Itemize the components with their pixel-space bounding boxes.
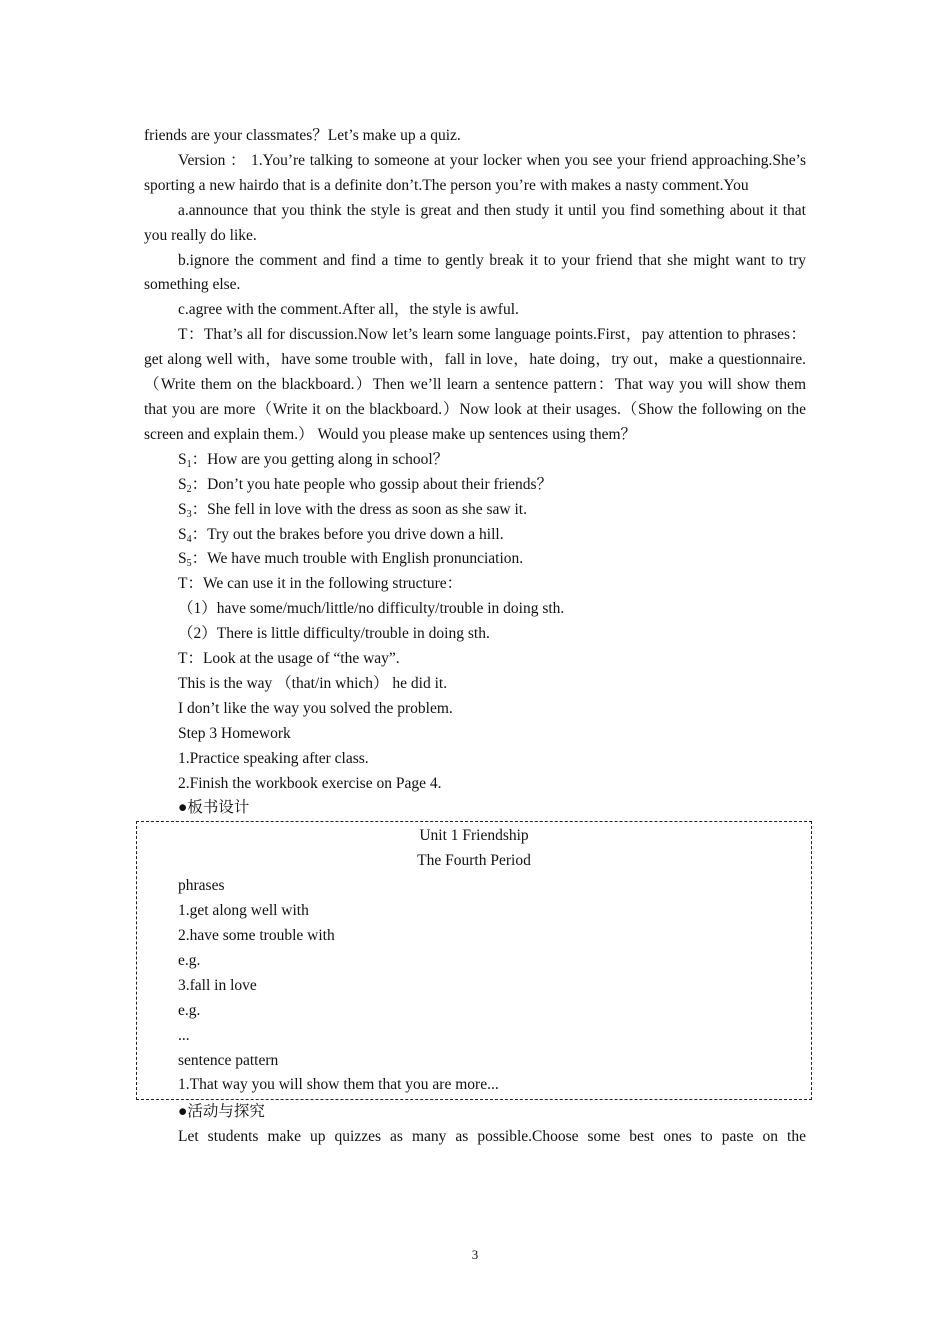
student-sentence-4: $S_4$：Try out the brakes before you drive down a hill. [178, 525, 504, 545]
paragraph-teacher-discussion: T：That’s all for discussion.Now let’s learn some language points.First，pay attention to phrases：get along well with，have some trouble with，fall in love，hate doing，try out，make a questionnaire.（Write them on the blackboard.）Then we’ll learn a sentence pattern：That way you will show them that you are more（Write it on the blackboard.）Now look at their usages.（Show the following on the screen and explain them.） Would you please make up sentences using them？ [144, 326, 806, 443]
option-c: c.agree with the comment.After all，the style is awful. [178, 301, 519, 319]
blackboard-title: Unit 1 Friendship [419, 827, 529, 845]
student-sentence-1: $S_1$：How are you getting along in school？ [178, 450, 449, 470]
blackboard-line: sentence pattern [178, 1051, 279, 1069]
blackboard-subtitle: The Fourth Period [417, 852, 531, 870]
blackboard-line: 3.fall in love [178, 976, 257, 994]
homework-item-1: 1.Practice speaking after class. [178, 749, 369, 767]
teacher-structure-line: T：We can use it in the following structure： [178, 575, 463, 593]
activity-text: Let students make up quizzes as many as possible.Choose some best ones to paste on the [178, 1128, 806, 1146]
example-the-way-1: This is the way （that/in which） he did it. [178, 674, 448, 692]
blackboard-line: ... [178, 1026, 190, 1044]
page-number: 3 [471, 1247, 479, 1262]
student-sentence-3: $S_3$：She fell in love with the dress as soon as she saw it. [178, 500, 527, 520]
blackboard-design-box [136, 821, 812, 1100]
student-sentence-5: $S_5$：We have much trouble with English pronunciation. [178, 550, 524, 570]
example-the-way-2: I don’t like the way you solved the problem. [178, 699, 453, 717]
blackboard-line: 1.get along well with [178, 902, 309, 920]
page-content [144, 124, 806, 1150]
paragraph-intro: friends are your classmates？Let’s make up a quiz. [144, 127, 461, 144]
option-b: b.ignore the comment and find a time to gently break it to your friend that she might want to try something else. [144, 251, 806, 294]
structure-1: （1）have some/much/little/no difficulty/trouble in doing sth. [178, 600, 565, 618]
homework-item-2: 2.Finish the workbook exercise on Page 4. [178, 774, 442, 792]
homework-heading: Step 3 Homework [178, 724, 291, 742]
option-a: a.announce that you think the style is great and then study it until you find something about it that you really do like. [144, 201, 806, 244]
blackboard-line: e.g. [178, 1001, 201, 1019]
blackboard-design-heading: ●板书设计 [178, 799, 250, 817]
teacher-the-way-line: T：Look at the usage of “the way”. [178, 650, 400, 668]
student-sentence-2: $S_2$：Don’t you hate people who gossip about their friends？ [178, 475, 553, 495]
blackboard-line: phrases [178, 877, 225, 895]
paragraph-version: Version ： 1.You’re talking to someone at your locker when you see your friend approaching.She’s sporting a new hairdo that is a definite don’t.The person you’re with makes a nasty comment.You [144, 151, 806, 194]
blackboard-line: 1.That way you will show them that you are more... [178, 1076, 499, 1094]
blackboard-line: e.g. [178, 951, 201, 969]
structure-2: （2）There is little difficulty/trouble in doing sth. [178, 625, 490, 643]
activity-heading: ●活动与探究 [178, 1103, 265, 1121]
blackboard-line: 2.have some trouble with [178, 927, 335, 944]
